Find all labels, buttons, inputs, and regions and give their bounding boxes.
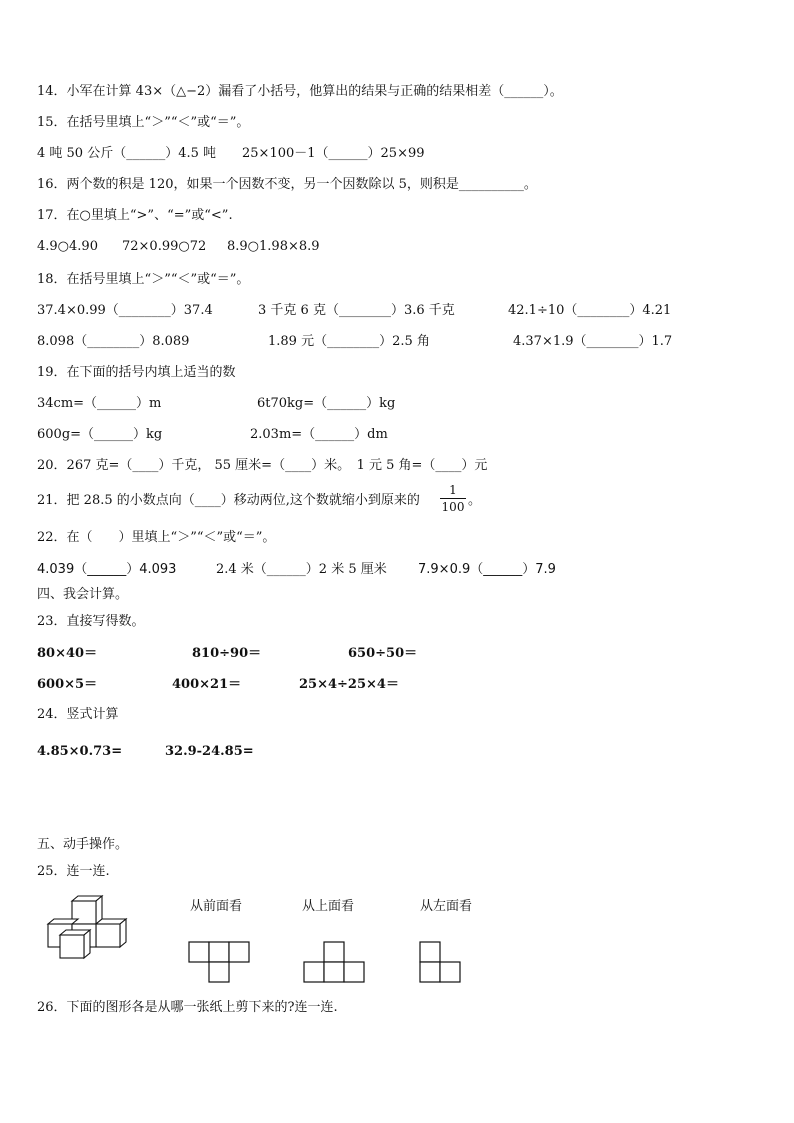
q23-row1-item-3: 650÷50＝ [348,646,418,661]
question-16: 16．两个数的积是 120，如果一个因数不变，另一个因数除以 5，则积是__________。 [37,177,537,192]
question-23-title: 23．直接写得数。 [37,614,145,629]
q19-row1-item-2: 6t70kg=（______）kg [257,396,396,411]
question-14: 14．小军在计算 43×（△−2）漏看了小括号，他算出的结果与正确的结果相差（______）。 [37,84,563,99]
q22-item-1: 4.039（______）4.093 [37,562,177,577]
question-15-title: 15．在括号里填上“＞”“＜”或“＝”。 [37,115,250,130]
q23-row2-item-2: 400×21＝ [172,677,242,692]
q21-fraction-numerator: 1 [449,483,457,497]
q19-row2-item-1: 600g=（______）kg [37,427,163,442]
q17-item-2: 72×0.99○72 [122,239,207,254]
q21-fraction-bar [440,498,466,499]
q18-row1-item-2: 3 千克 6 克（________）3.6 千克 [258,303,455,318]
view-shape-top[interactable] [303,940,367,986]
q17-item-3: 8.9○1.98×8.9 [227,239,320,254]
q21-fraction [440,483,466,514]
q18-row2-item-2: 1.89 元（________）2.5 角 [268,334,430,349]
question-18-title: 18．在括号里填上“＞”“＜”或“＝”。 [37,272,250,287]
question-19-title: 19．在下面的括号内填上适当的数 [37,365,236,380]
q18-row1-item-3: 42.1÷10（________）4.21 [508,303,672,318]
question-22-title: 22．在（ ）里填上“＞”“＜”或“＝”。 [37,530,276,545]
q17-item-1: 4.9○4.90 [37,239,98,254]
view-label-top: 从上面看 [302,899,355,914]
q23-row1-item-2: 810÷90＝ [192,646,262,661]
question-15-line: 4 吨 50 公斤（______）4.5 吨 25×100－1（______）25×99 [37,146,425,161]
q23-row2-item-1: 600×5＝ [37,677,98,692]
q18-row2-item-1: 8.098（________）8.089 [37,334,190,349]
view-shape-left[interactable] [419,940,465,986]
question-17-title: 17．在○里填上“>”、“=”或“<”. [37,208,233,223]
question-20: 20．267 克=（____）千克， 55 厘米=（____）米。 1 元 5 角=（____）元 [37,458,488,473]
view-label-left: 从左面看 [420,899,473,914]
question-24-title: 24．竖式计算 [37,707,119,722]
section-5-heading: 五、动手操作。 [37,837,129,852]
question-21 [37,492,420,510]
q21-text: 21．把 28.5 的小数点向（____）移动两位,这个数就缩小到原来的 [37,493,420,508]
q21-fraction-denominator: 100 [441,500,465,514]
q22-item-3: 7.9×0.9（______）7.9 [418,562,556,577]
q19-row2-item-2: 2.03m=（______）dm [250,427,388,442]
q22-item-2: 2.4 米（______）2 米 5 厘米 [216,562,387,577]
q18-row2-item-3: 4.37×1.9（________）1.7 [513,334,673,349]
view-label-front: 从前面看 [190,899,243,914]
q21-end: 。 [468,493,482,508]
question-26: 26．下面的图形各是从哪一张纸上剪下来的?连一连. [37,1000,338,1015]
view-shape-front[interactable] [188,940,252,986]
q18-row1-item-1: 37.4×0.99（________）37.4 [37,303,213,318]
q23-row2-item-3: 25×4÷25×4＝ [299,677,399,692]
question-25-title: 25．连一连. [37,864,110,879]
section-4-heading: 四、我会计算。 [37,587,129,602]
q19-row1-item-1: 34cm=（______）m [37,396,162,411]
q24-item-2: 32.9-24.85= [165,744,254,759]
q23-row1-item-1: 80×40＝ [37,646,98,661]
cube-stack-figure [44,895,134,965]
q24-item-1: 4.85×0.73= [37,744,123,759]
